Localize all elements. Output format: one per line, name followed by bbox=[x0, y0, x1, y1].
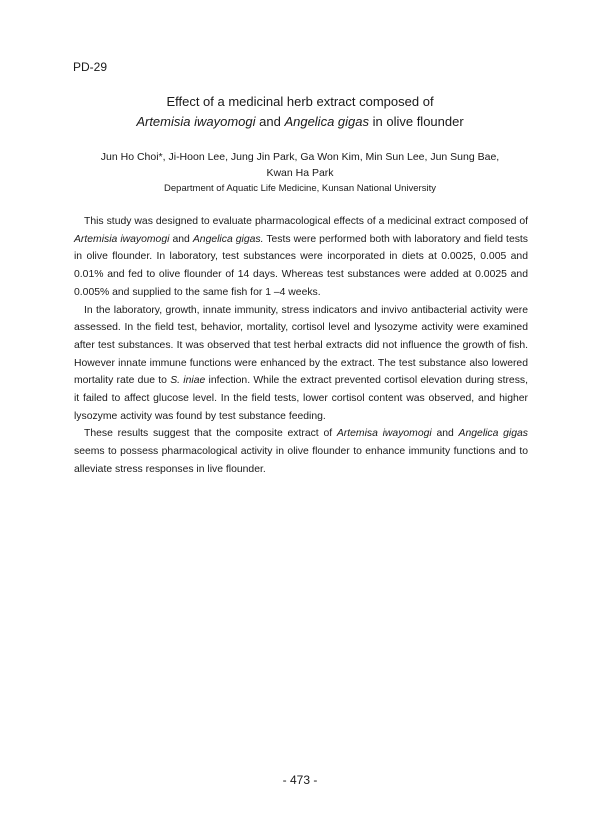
abstract-paragraph-3 bbox=[74, 425, 528, 478]
species-term: Angelica gigas bbox=[458, 428, 528, 440]
species-term: Angelica gigas. bbox=[192, 233, 264, 245]
title-line-2 bbox=[60, 112, 540, 132]
abstract-body bbox=[74, 213, 528, 479]
text-run: seems to possess pharmacological activity in olive flounder to enhance immunity functions and to alleviate stress responses in live flounder. bbox=[74, 446, 528, 475]
title-term: Angelica gigas bbox=[284, 114, 369, 129]
text-run: and bbox=[431, 428, 459, 440]
affiliation: Department of Aquatic Life Medicine, Kunsan National University bbox=[164, 183, 436, 194]
title-line-1: Effect of a medicinal herb extract composed of bbox=[166, 94, 434, 109]
authors-line-1: Jun Ho Choi*, Ji-Hoon Lee, Jung Jin Park, Ga Won Kim, Min Sun Lee, Jun Sung Bae, bbox=[100, 151, 500, 163]
species-term: S. iniae bbox=[170, 375, 206, 387]
authors-line-2: Kwan Ha Park bbox=[266, 167, 334, 179]
author-list bbox=[60, 149, 540, 181]
text-run: In the laboratory, growth, innate immunity, stress indicators and invivo antibacterial activity were assessed. In the field test, behavior, mortality, cortisol level and lysozyme activity were examined after test substances. It was observed that test herbal extracts did not influence the growth of fish. However innate immune functions were enhanced by the extract. The test substance also lowered mortality rate due to bbox=[74, 304, 528, 387]
title-text: and bbox=[255, 114, 285, 129]
text-run: This study was designed to evaluate pharmacological effects of a medicinal extract composed of bbox=[84, 216, 528, 227]
species-term: Artemisia iwayomogi bbox=[74, 233, 170, 245]
text-run: Tests were performed both with laboratory and field tests in olive flounder. In laboratory, test substances were incorporated in diets at 0.0025, 0.005 and 0.01% and fed to olive flounder of 14 days. Whereas test substances were added at 0.0025 and 0.005% and supplied to the same fish for 1 –4 weeks. bbox=[74, 233, 528, 298]
text-run: infection. While the extract prevented cortisol elevation during stress, it failed to affect glucose level. In the field tests, lower cortisol content was observed, and higher lysozyme activity was found by test substance feeding. bbox=[74, 375, 528, 422]
abstract-paragraph-1 bbox=[74, 213, 528, 302]
page-number: - 473 - bbox=[282, 773, 318, 787]
text-run: and bbox=[169, 233, 193, 245]
species-term: Artemisa iwayomogi bbox=[336, 428, 432, 440]
abstract-paragraph-2 bbox=[74, 302, 528, 426]
title-term: Artemisia iwayomogi bbox=[136, 114, 256, 129]
paper-title bbox=[60, 92, 540, 132]
title-text: in olive flounder bbox=[369, 114, 464, 129]
page-code: PD-29 bbox=[73, 60, 108, 74]
text-run: These results suggest that the composite extract of bbox=[84, 428, 337, 440]
